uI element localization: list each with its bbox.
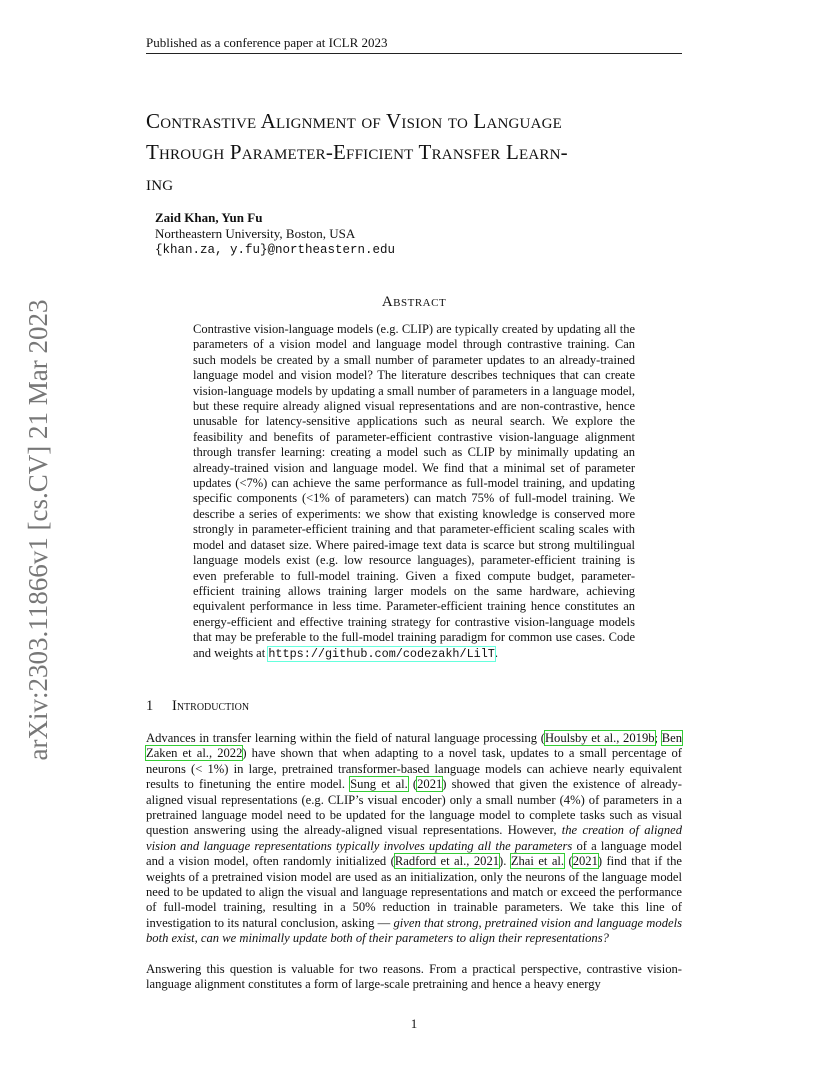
arxiv-stamp: arXiv:2303.11866v1 [cs.CV] 21 Mar 2023 — [23, 299, 53, 761]
text-run: ) showed that given the existence of already-aligned visual representations (e.g. CLIP’s visual encoder) only a small number (4%) of parameters in a pretrained language model need to be updated for the language model to complete tasks such as visual question answering using the already-aligned visual representations. However, — [146, 777, 682, 838]
section-number: 1 — [146, 698, 154, 714]
citation-link[interactable]: 2021 — [572, 854, 598, 869]
text-run: ( — [407, 777, 418, 792]
text-run: ). — [499, 854, 511, 869]
citation-link[interactable]: Ben Zaken et al., 2022 — [146, 731, 682, 761]
abstract-heading: Abstract — [381, 294, 447, 310]
citation-link[interactable]: Houlsby et al., 2019b — [544, 731, 655, 745]
abstract-body: Contrastive vision-language models (e.g. CLIP) are typically created by updating all the parameters of a vision model and language model through contrastive training. Can such models be created by a small number of parameter updates to an already-trained language model and vision model? The literature describes techniques that can create vision-language models by updating a small number of parameters in a language model, but these require already aligned visual representations and are non-contrastive, hence unusable for latency-sensitive applications such as neural search. We explore the feasibility and benefits of parameter-efficient contrastive vision-language alignment through transfer learning: creating a model such as CLIP by minimally updating an already-trained vision and language model. We find that a minimal set of parameter updates (<7%) can achieve the same performance as full-model training, and updating specific components (<1% of parameters) can match 75% of full-model training. We describe a series of experiments: we show that existing knowledge is conserved more strongly in parameter-efficient training and that parameter-efficient scaling scales with model and dataset size. Where paired-image text data is scarce but strong multilingual language models exist (e.g. low resource languages), parameter-efficient training is even preferable to full-model training. Given a fixed compute budget, parameter-efficient training allows training larger models on the same hardware, achieving equivalent performance in less time. Parameter-efficient training hence constitutes an energy-efficient and effective training strategy for contrastive vision-language models that may be preferable to the full-model training paradigm for common use cases. Code and weights at — [193, 322, 635, 660]
text-run: of a language model and a vision model, often randomly initialized ( — [146, 838, 683, 869]
author-names: Zaid Khan, Yun Fu — [155, 210, 263, 225]
text-run: Advances in transfer learning within the field of natural language processing ( — [146, 731, 545, 745]
citation-link[interactable]: Sung et al. — [350, 777, 408, 792]
emphasis-text: the creation of aligned vision and language representations typically involves updating all the parameters — [146, 823, 682, 853]
title-line-3: ing — [146, 171, 174, 195]
author-block — [155, 210, 395, 258]
section-title: Introduction — [172, 698, 250, 714]
text-run: ) find that if the weights of a pretrained vision model are used as an initialization, only the neurons of the language model need to be updated to align the visual and language representations and match or exceed the performance of full-model training, resulting in a 50% reduction in trainable parameters. We take this line of investigation to its natural conclusion, asking — — [146, 854, 683, 930]
title-line-1: Contrastive Alignment of Vision to Language — [146, 109, 563, 133]
intro-paragraph-2: Answering this question is valuable for two reasons. From a practical perspective, contrastive vision-language alignment constitutes a form of large-scale pretraining and hence a heavy energy — [146, 962, 682, 992]
paper-title — [146, 106, 691, 199]
citation-link[interactable]: Radford et al., 2021 — [394, 854, 500, 869]
author-email[interactable]: {khan.za, y.fu}@northeastern.edu — [155, 243, 396, 257]
citation-link[interactable]: 2021 — [417, 777, 443, 792]
code-link[interactable]: https://github.com/codezakh/LilT — [268, 646, 495, 661]
running-header: Published as a conference paper at ICLR 2023 — [146, 35, 388, 50]
page-number: 1 — [410, 1016, 418, 1031]
title-line-2: Through Parameter-Efficient Transfer Learn- — [146, 140, 568, 164]
abstract-end: . — [494, 645, 499, 660]
emphasis-text: given that strong, pretrained vision and language models both exist, can we minimally update both of their parameters to align their representations? — [146, 915, 682, 946]
section-heading-introduction — [146, 697, 249, 715]
citation-link[interactable]: Zhai et al. — [510, 854, 565, 869]
text-run: ) have shown that when adapting to a novel task, updates to a small percentage of neurons (< 1%) in large, pretrained transformer-based language models can achieve nearly equivalent results to finetuning the entire model. — [146, 746, 682, 792]
header-rule — [146, 53, 682, 54]
text-run: ; — [654, 731, 662, 745]
abstract-text — [193, 322, 635, 662]
intro-paragraph-1 — [146, 731, 682, 947]
text-run: ( — [564, 854, 573, 869]
author-affiliation: Northeastern University, Boston, USA — [155, 226, 356, 241]
